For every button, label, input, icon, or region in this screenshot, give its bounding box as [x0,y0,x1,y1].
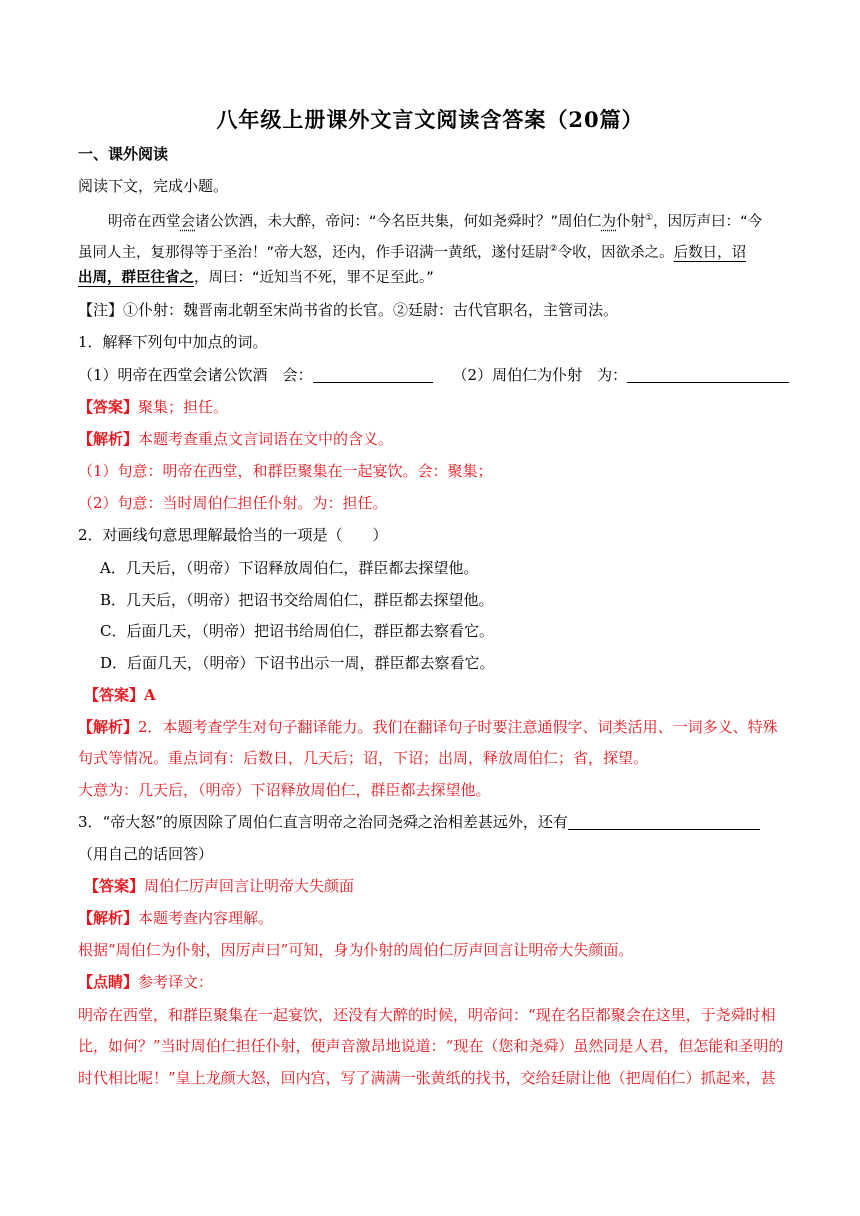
q2-option-d: D．后面几天，（明帝）下诏书出示一周，群臣都去察看它。 [100,654,495,672]
q3-analysis: 【解析】本题考查内容理解。 [78,909,274,927]
document-title: 八年级上册课外文言文阅读含答案（20篇） [216,107,644,132]
q2-stem: 2．对画线句意思理解最恰当的一项是（ ） [78,526,388,544]
translation-line-3: 时代相比呢！”皇上龙颜大怒，回内宫，写了满满一张黄纸的找书，交给廷尉让他（把周伯仁）抓起来，甚 [78,1069,776,1087]
translation-line-1: 明帝在西堂，和群臣聚集在一起宴饮，还没有大醉的时候，明帝问：“现在名臣都聚会在这里，于尧舜时相 [78,1006,776,1024]
dotted-word-wei: 为 [601,213,617,230]
section-heading: 一、课外阅读 [78,145,169,163]
footnote-marker-1: ① [645,213,654,223]
q2-analysis-3: 大意为：几天后，（明帝）下诏释放周伯仁，群臣都去探望他。 [78,781,491,799]
q2-answer: 【答案】A [84,686,156,704]
q2-option-c: C．后面几天，（明帝）把诏书给周伯仁，群臣都去察看它。 [100,622,494,640]
passage-line-3: 出周，群臣往省之，周曰：“近知当不死，罪不足至此。” [78,270,434,286]
underlined-sentence-end: 出周，群臣往省之 [78,270,194,286]
q1-stem: 1．解释下列句中加点的词。 [78,333,268,351]
passage-line-1: 明帝在西堂会诸公饮酒，未大醉，帝问：“今名臣共集，何如尧舜时？”周伯仁为仆射①，因厉声曰：“今 [108,213,763,230]
passage-line-2: 虽同人主，复那得等于圣治！”帝大怒，还内，作手诏满一黄纸，遂付廷尉②令收，因欲杀之。后数日，诏 [78,244,747,261]
q3-stem: 3．“帝大怒”的原因除了周伯仁直言明帝之治同尧舜之治相差甚远外，还有 [78,811,760,833]
q3-stem-2: （用自己的话回答） [78,845,214,863]
footnote-marker-2: ② [549,244,558,254]
instruction: 阅读下文，完成小题。 [78,177,229,195]
q2-option-b: B．几天后，（明帝）把诏书交给周伯仁，群臣都去探望他。 [100,591,494,609]
q1-detail-2: （2）句意：当时周伯仁担任仆射。为：担任。 [78,494,388,512]
translation-line-2: 比，如何？”当时周伯仁担任仆射，便声音激昂地说道：“现在（您和尧舜）虽然同是人君，但怎能和圣明的 [78,1037,784,1055]
answer-blank-2 [627,366,789,383]
note: 【注】①仆射：魏晋南北朝至宋尚书省的长官。②廷尉：古代官职名，主管司法。 [78,301,619,319]
q3-answer: 【答案】周伯仁厉声回言让明帝大失颜面 [84,877,355,895]
q2-analysis: 【解析】2．本题考查学生对句子翻译能力。我们在翻译句子时要注意通假字、词类活用、一词多义、特殊 [78,718,778,736]
q2-analysis-2: 句式等情况。重点词有：后数日，几天后；诏，下诏；出周，释放周伯仁；省，探望。 [78,749,649,767]
underlined-sentence: 后数日，诏 [673,244,747,261]
q3-tip: 【点睛】参考译文： [78,973,214,991]
dotted-word-hui: 会 [180,213,195,230]
q2-option-a: A．几天后，（明帝）下诏释放周伯仁，群臣都去探望他。 [100,559,479,577]
q1-answer: 【答案】聚集；担任。 [78,398,229,416]
answer-blank-3 [568,813,760,830]
q3-analysis-2: 根据“周伯仁为仆射，因厉声曰”可知，身为仆射的周伯仁厉声回言让明帝大失颜面。 [78,941,634,959]
q1-detail-1: （1）句意：明帝在西堂，和群臣聚集在一起宴饮。会：聚集； [78,462,493,480]
answer-blank-1 [313,366,433,383]
q1-items: （1）明帝在西堂会诸公饮酒 会： （2）周伯仁为仆射 为： [78,364,789,386]
q1-analysis: 【解析】本题考查重点文言词语在文中的含义。 [78,430,394,448]
